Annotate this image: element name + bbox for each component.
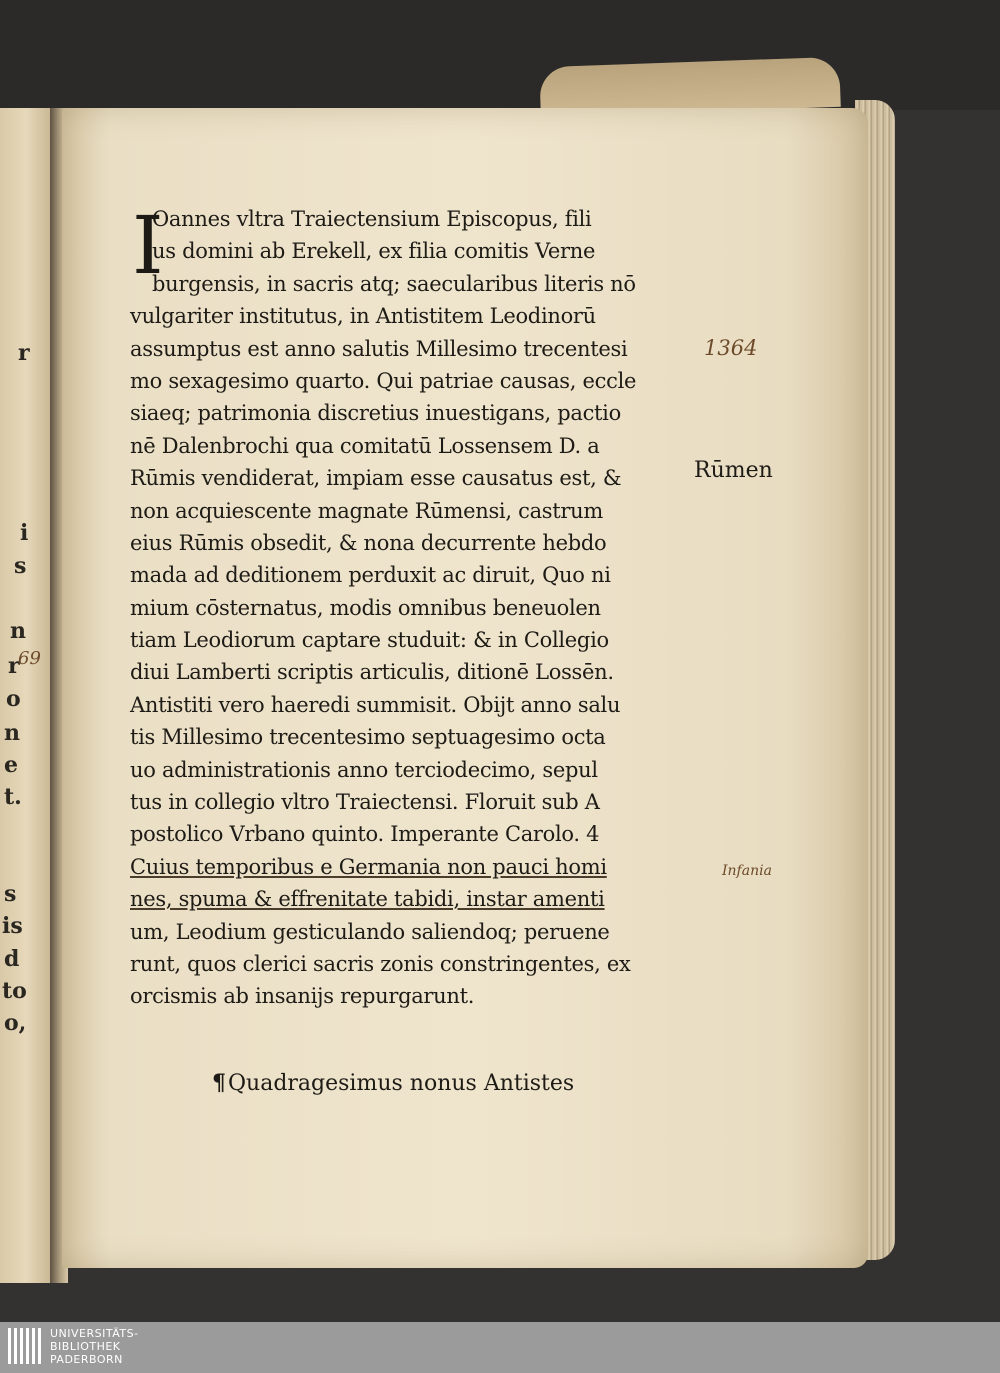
- text-line: um, Leodium gesticulando saliendoq; peruene: [130, 919, 610, 944]
- left-page-fragment: t.: [4, 784, 22, 810]
- text-line: us domini ab Erekell, ex filia comitis Verne: [152, 239, 596, 264]
- main-text-block: [130, 199, 710, 1013]
- text-line: diui Lamberti scriptis articulis, ditionē Lossēn.: [130, 660, 614, 685]
- logo-line: PADERBORN: [50, 1353, 123, 1366]
- left-page-fragment: o,: [4, 1010, 27, 1036]
- left-page-fragment: i: [20, 520, 29, 546]
- left-page-fragment: to: [2, 978, 27, 1004]
- library-logo-icon: [6, 1326, 46, 1370]
- margin-handwritten-note: Infania: [722, 863, 772, 879]
- text-line: assumptus est anno salutis Millesimo trecentesi: [130, 336, 628, 361]
- section-heading-text: Quadragesimus nonus Antistes: [228, 1071, 575, 1096]
- left-page-fragment: d: [4, 946, 20, 972]
- text-line: uo administrationis anno terciodecimo, sepul: [130, 757, 598, 782]
- text-line: nē Dalenbrochi qua comitatū Lossensem D. a: [130, 433, 600, 458]
- footer-bar: [0, 1322, 1000, 1373]
- text-line: vulgariter institutus, in Antistitem Leodinorū: [130, 304, 596, 329]
- left-page-fragment: n: [10, 618, 26, 644]
- pilcrow-mark: ¶: [212, 1070, 226, 1096]
- text-line: burgensis, in sacris atq; saecularibus literis nō: [152, 271, 636, 296]
- logo-line: UNIVERSITÄTS-: [50, 1327, 139, 1340]
- text-line: orcismis ab insanijs repurgarunt.: [130, 984, 475, 1009]
- text-line: siaeq; patrimonia discretius inuestigans, pactio: [130, 401, 621, 426]
- left-page-fragment: is: [2, 913, 23, 939]
- text-line-underlined: nes, spuma & effrenitate tabidi, instar amenti: [130, 887, 605, 912]
- left-page-fragment: r: [18, 340, 30, 366]
- left-page-fragment: n: [4, 720, 20, 746]
- left-page-fragment: s: [4, 881, 17, 907]
- left-page-fragment: r: [8, 653, 20, 679]
- left-page: [0, 108, 54, 1283]
- background-dark: [0, 0, 1000, 110]
- left-page-fragment: e: [4, 752, 18, 778]
- left-page-fragment: o: [6, 686, 21, 712]
- text-line: runt, quos clerici sacris zonis constringentes, ex: [130, 951, 631, 976]
- text-line: non acquiescente magnate Rūmensi, castrum: [130, 498, 603, 523]
- text-line: Oannes vltra Traiectensium Episcopus, fili: [152, 207, 592, 231]
- text-line: Rūmis vendiderat, impiam esse causatus est, &: [130, 466, 622, 491]
- left-page-fragment: s: [14, 553, 27, 579]
- text-line: postolico Vrbano quinto. Imperante Carolo. 4: [130, 822, 600, 847]
- text-line: tiam Leodiorum captare studuit: & in Collegio: [130, 628, 609, 653]
- logo-line: BIBLIOTHEK: [50, 1340, 121, 1353]
- margin-printed-note: Rūmen: [694, 458, 773, 483]
- text-line: tis Millesimo trecentesimo septuagesimo octa: [130, 725, 606, 750]
- text-line: Antistiti vero haeredi summisit. Obijt anno salu: [130, 692, 621, 717]
- text-line: mium cōsternatus, modis omnibus beneuolen: [130, 595, 601, 620]
- book-page: [62, 108, 868, 1268]
- section-heading: [212, 1070, 574, 1096]
- text-line-underlined: Cuius temporibus e Germania non pauci homi: [130, 854, 607, 879]
- text-line: mada ad deditionem perduxit ac diruit, Quo ni: [130, 563, 611, 588]
- left-page-handwritten-note: 69: [18, 648, 41, 669]
- text-line: tus in collegio vltro Traiectensi. Floruit sub A: [130, 790, 600, 815]
- drop-capital: I: [132, 199, 164, 292]
- text-line: mo sexagesimo quarto. Qui patriae causas, eccle: [130, 368, 637, 393]
- text-line: eius Rūmis obsedit, & nona decurrente hebdo: [130, 530, 607, 555]
- library-logo-text: [50, 1327, 139, 1366]
- margin-handwritten-year: 1364: [704, 336, 758, 360]
